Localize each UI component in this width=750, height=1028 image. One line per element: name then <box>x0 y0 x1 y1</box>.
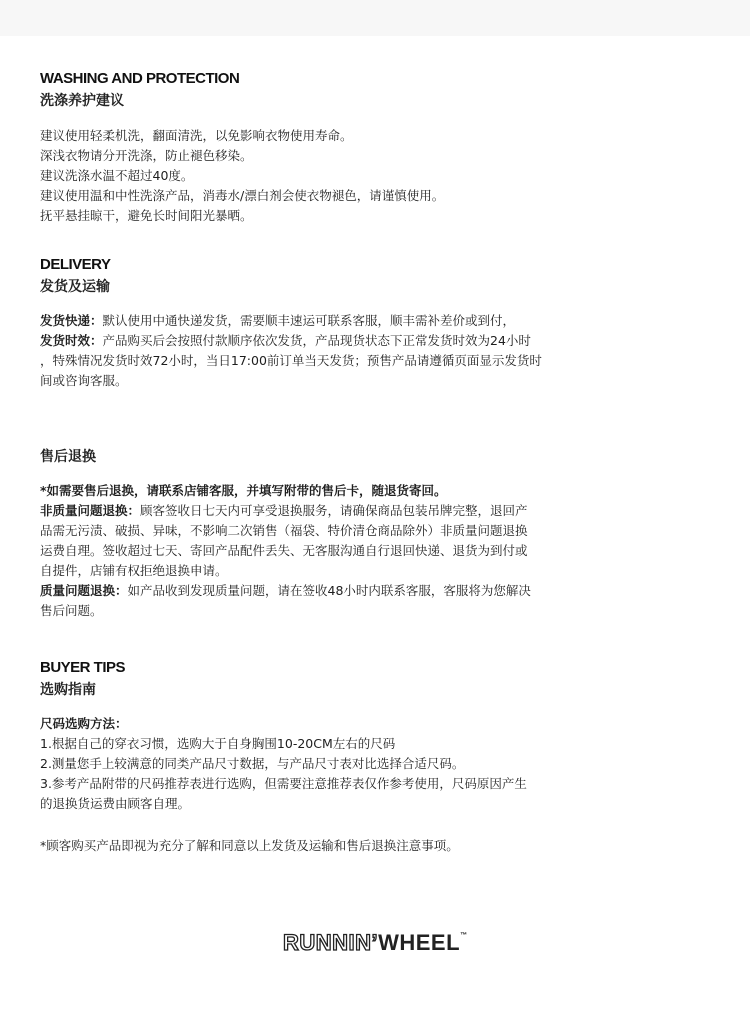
aftersale-quality-text: 如产品收到发现质量问题，请在签收48小时内联系客服，客服将为您解决 <box>127 583 531 598</box>
aftersale-quality-label: 质量问题退换： <box>40 583 128 598</box>
aftersale-nonquality-cont: 自提件，店铺有权拒绝退换申请。 <box>40 563 228 578</box>
washing-title-en: WASHING AND PROTECTION <box>40 70 240 87</box>
aftersale-lines <box>40 481 715 621</box>
delivery-speed-line <box>40 311 715 331</box>
aftersale-nonquality-cont: 品需无污渍、破损、异味，不影响二次销售（福袋、特价清仓商品除外）非质量问题退换 <box>40 523 528 538</box>
aftersale-nonquality-line <box>40 501 715 521</box>
aftersale-nonquality-cont: 运费自理。签收超过七天、寄回产品配件丢失、无客服沟通自行退回快递、退货为到付或 <box>40 543 528 558</box>
delivery-time-text: 产品购买后会按照付款顺序依次发货，产品现货状态下正常发货时效为24小时 <box>102 333 531 348</box>
top-band <box>0 0 750 36</box>
delivery-time-label: 发货时效： <box>40 333 103 348</box>
buyer-line: 2.测量您手上较满意的同类产品尺寸数据，与产品尺寸表对比选择合适尺码。 <box>40 756 465 771</box>
aftersale-title-cn: 售后退换 <box>40 449 96 465</box>
buyer-title-en: BUYER TIPS <box>40 659 126 676</box>
washing-line: 建议洗涤水温不超过40度。 <box>40 168 194 183</box>
delivery-speed-label: 发货快递： <box>40 313 103 328</box>
washing-line: 建议使用轻柔机洗，翻面清洗，以免影响衣物使用寿命。 <box>40 128 353 143</box>
delivery-title-en: DELIVERY <box>40 256 111 273</box>
delivery-time-cont: 间或咨询客服。 <box>40 373 128 388</box>
delivery-title-cn: 发货及运输 <box>40 279 110 295</box>
brand-logo-part2: WHEEL <box>378 930 461 955</box>
delivery-lines <box>40 311 715 391</box>
buyer-line: 3.参考产品附带的尺码推荐表进行选购，但需要注意推荐表仅作参考使用，尺码原因产生 <box>40 776 527 791</box>
aftersale-section <box>40 447 715 621</box>
brand-logo-part1: RUNNIN’ <box>282 930 379 955</box>
delivery-section <box>40 256 715 391</box>
washing-section <box>40 70 715 226</box>
aftersale-notice: *如需要售后退换，请联系店铺客服，并填写附带的售后卡，随退货寄回。 <box>40 483 447 498</box>
washing-line: 抚平悬挂晾干，避免长时间阳光暴晒。 <box>40 208 253 223</box>
delivery-time-line <box>40 331 715 351</box>
aftersale-nonquality-text: 顾客签收日七天内可享受退换服务，请确保商品包装吊牌完整，退回产 <box>140 503 528 518</box>
aftersale-nonquality-label: 非质量问题退换： <box>40 503 141 518</box>
brand-logo-tm: ™ <box>460 932 468 939</box>
aftersale-quality-cont: 售后问题。 <box>40 603 103 618</box>
washing-title-cn: 洗涤养护建议 <box>40 93 124 109</box>
buyer-size-heading: 尺码选购方法： <box>40 716 128 731</box>
washing-lines <box>40 126 715 226</box>
footnote: *顾客购买产品即视为充分了解和同意以上发货及运输和售后退换注意事项。 <box>40 838 459 853</box>
washing-line: 深浅衣物请分开洗涤，防止褪色移染。 <box>40 148 253 163</box>
brand-logo <box>0 930 750 956</box>
washing-line: 建议使用温和中性洗涤产品，消毒水/漂白剂会使衣物褪色，请谨慎使用。 <box>40 188 445 203</box>
buyer-section <box>40 659 715 814</box>
buyer-line: 1.根据自己的穿衣习惯，选购大于自身胸围10-20CM左右的尺码 <box>40 736 396 751</box>
aftersale-quality-line <box>40 581 715 601</box>
delivery-speed-text: 默认使用中通快递发货，需要顺丰速运可联系客服，顺丰需补差价或到付， <box>102 313 516 328</box>
buyer-lines <box>40 714 715 814</box>
delivery-time-cont: ，特殊情况发货时效72小时，当日17:00前订单当天发货；预售产品请遵循页面显示发货时 <box>40 353 542 368</box>
buyer-title-cn: 选购指南 <box>40 682 96 698</box>
buyer-line: 的退换货运费由顾客自理。 <box>40 796 191 811</box>
